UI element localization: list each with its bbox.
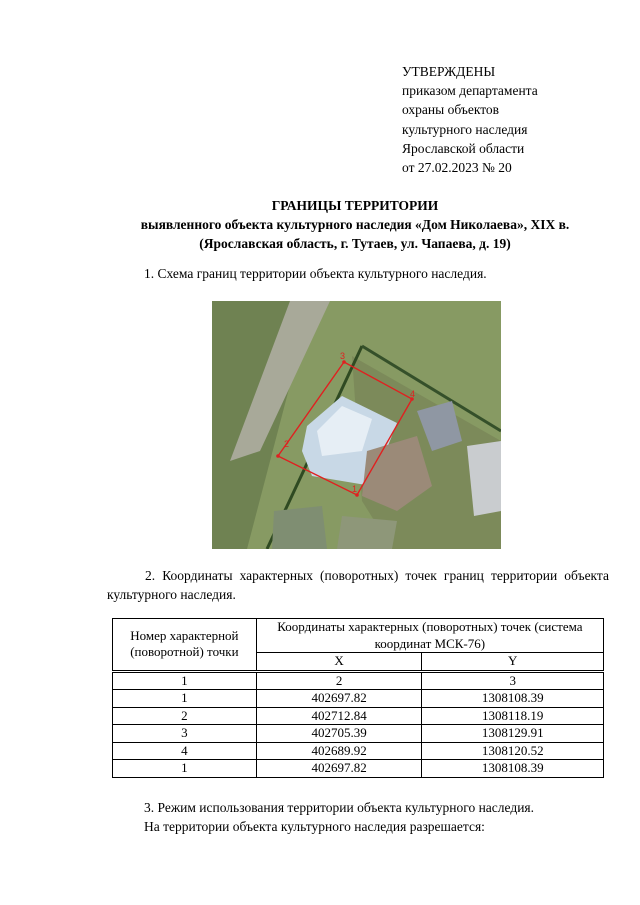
section-3-text: На территории объекта культурного наследия разрешается: (144, 819, 485, 834)
table-row (113, 742, 604, 760)
section-2-heading: 2. Координаты характерных (поворотных) точек границ территории объекта культурного наследия. (107, 568, 609, 602)
approval-line: Ярославской области (402, 140, 525, 156)
y-cell: 1308108.39 (422, 760, 604, 778)
index-cell: 2 (256, 671, 422, 690)
map-lot (337, 516, 397, 549)
y-cell: 1308120.52 (422, 742, 604, 760)
x-cell: 402689.92 (256, 742, 422, 760)
table-row (113, 725, 604, 743)
section-3-heading: 3. Режим использования территории объекта культурного наследия. (144, 800, 535, 815)
approval-line: культурного наследия (402, 121, 528, 137)
approval-line: приказом департамента (402, 83, 538, 99)
table-index-row (113, 671, 604, 690)
point-cell: 4 (113, 742, 257, 760)
title-line: выявленного объекта культурного наследия «Дом Николаева», XIX в. (140, 217, 570, 232)
table-row (113, 760, 604, 778)
point-label: 2 (284, 439, 290, 449)
coordinates-table (112, 618, 604, 778)
y-cell: 1308108.39 (422, 690, 604, 708)
point-cell: 1 (113, 760, 257, 778)
x-cell: 402712.84 (256, 707, 422, 725)
header-x: X (256, 653, 422, 672)
y-cell: 1308129.91 (422, 725, 604, 743)
header-y: Y (422, 653, 604, 672)
title-line: ГРАНИЦЫ ТЕРРИТОРИИ (271, 198, 439, 213)
point-cell: 3 (113, 725, 257, 743)
point-label: 4 (410, 389, 416, 399)
header-coordinates: Координаты характерных (поворотных) точек (система координат МСК-76) (256, 619, 603, 653)
point-label: 1 (352, 484, 358, 494)
approval-line: охраны объектов (402, 102, 500, 118)
title-line: (Ярославская область, г. Тутаев, ул. Чапаева, д. 19) (199, 236, 511, 251)
section-1-heading: 1. Схема границ территории объекта культурного наследия. (144, 266, 487, 281)
document-title (100, 196, 610, 253)
approval-line: от 27.02.2023 № 20 (402, 160, 512, 176)
table-header-row (113, 619, 604, 653)
map-lot (272, 506, 327, 549)
point-label: 3 (340, 351, 346, 361)
index-cell: 1 (113, 671, 257, 690)
x-cell: 402697.82 (256, 690, 422, 708)
boundary-map (212, 301, 501, 549)
point-cell: 2 (113, 707, 257, 725)
header-point-number: Номер характерной (поворотной) точки (113, 619, 257, 672)
approval-block (402, 62, 538, 177)
boundary-point (276, 454, 280, 458)
approval-line: УТВЕРЖДЕНЫ (402, 64, 496, 79)
point-cell: 1 (113, 690, 257, 708)
table-row (113, 707, 604, 725)
y-cell: 1308118.19 (422, 707, 604, 725)
index-cell: 3 (422, 671, 604, 690)
table-row (113, 690, 604, 708)
x-cell: 402697.82 (256, 760, 422, 778)
x-cell: 402705.39 (256, 725, 422, 743)
